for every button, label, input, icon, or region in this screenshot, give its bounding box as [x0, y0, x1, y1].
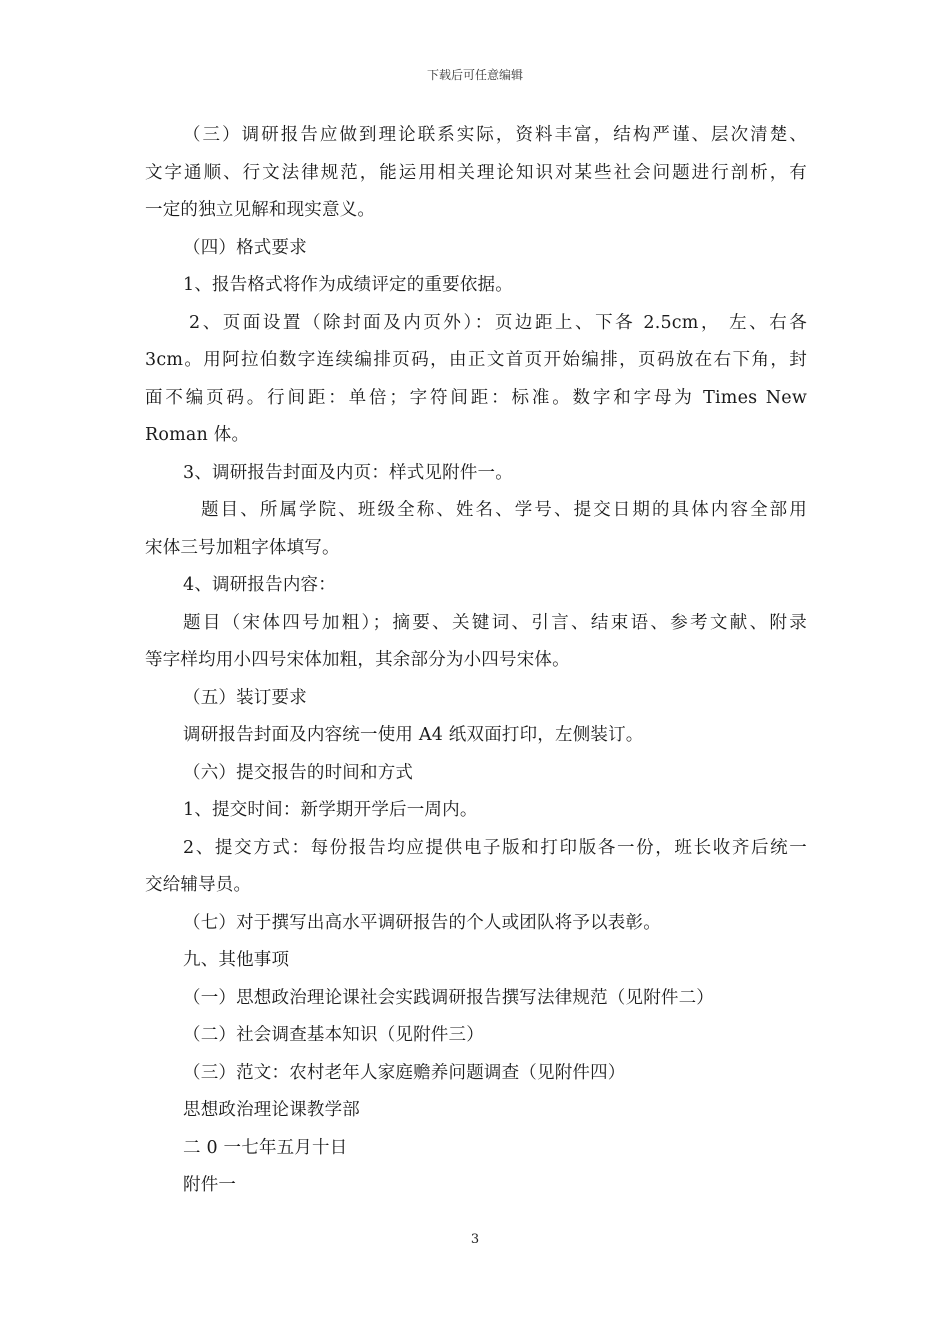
paragraph-line: 题目、所属学院、班级全称、姓名、学号、提交日期的具体内容全部用 — [201, 500, 807, 520]
section-heading: （七）对于撰写出高水平调研报告的个人或团队将予以表彰。 — [183, 912, 661, 933]
page-number: 3 — [470, 1232, 480, 1247]
list-item: 1、报告格式将作为成绩评定的重要依据。 — [183, 275, 513, 295]
paragraph-line: 面不编页码。行间距：单倍；字符间距：标准。数字和字母为 Times New — [145, 387, 807, 408]
section-heading: （四）格式要求 — [183, 237, 307, 258]
paragraph-line: 题目（宋体四号加粗）；摘要、关键词、引言、结束语、参考文献、附录 — [183, 612, 807, 633]
paragraph-line: 交给辅导员。 — [145, 875, 252, 895]
paragraph-line: 宋体三号加粗字体填写。 — [145, 537, 340, 558]
paragraph-line: （三）调研报告应做到理论联系实际，资料丰富，结构严谨、层次清楚、 — [183, 125, 807, 145]
signature-date: 二 0 一七年五月十日 — [183, 1137, 348, 1158]
section-heading: （六）提交报告的时间和方式 — [183, 762, 414, 783]
paragraph-line: 等字样均用小四号宋体加粗，其余部分为小四号宋体。 — [145, 650, 570, 670]
list-item: （一）思想政治理论课社会实践调研报告撰写法律规范（见附件二） — [183, 987, 714, 1008]
list-item: 1、提交时间：新学期开学后一周内。 — [183, 800, 478, 820]
paragraph-line: 3cm。用阿拉伯数字连续编排页码，由正文首页开始编排，页码放在右下角，封 — [145, 350, 807, 370]
signature-department: 思想政治理论课教学部 — [183, 1100, 360, 1120]
list-item: （三）范文：农村老年人家庭赡养问题调查（见附件四） — [183, 1062, 626, 1083]
section-heading: 九、其他事项 — [183, 950, 290, 970]
list-item: 4、调研报告内容： — [183, 575, 336, 595]
paragraph-line: 文字通顺、行文法律规范，能运用相关理论知识对某些社会问题进行剖析，有 — [145, 162, 807, 183]
list-item: 2、页面设置（除封面及内页外）：页边距上、下各 2.5cm， 左、右各 — [189, 312, 807, 333]
paragraph-line: 一定的独立见解和现实意义。 — [145, 200, 376, 220]
section-heading: （五）装订要求 — [183, 687, 307, 708]
list-item: （二）社会调查基本知识（见附件三） — [183, 1025, 484, 1045]
document-body — [145, 117, 807, 1205]
attachment-label: 附件一 — [183, 1175, 237, 1195]
page-header: 下载后可任意编辑 — [426, 68, 523, 82]
paragraph-line: Roman 体。 — [145, 425, 250, 445]
list-item: 3、调研报告封面及内页：样式见附件一。 — [183, 462, 513, 483]
list-item: 2、提交方式：每份报告均应提供电子版和打印版各一份，班长收齐后统一 — [183, 837, 807, 858]
paragraph-line: 调研报告封面及内容统一使用 A4 纸双面打印，左侧装订。 — [183, 725, 644, 745]
